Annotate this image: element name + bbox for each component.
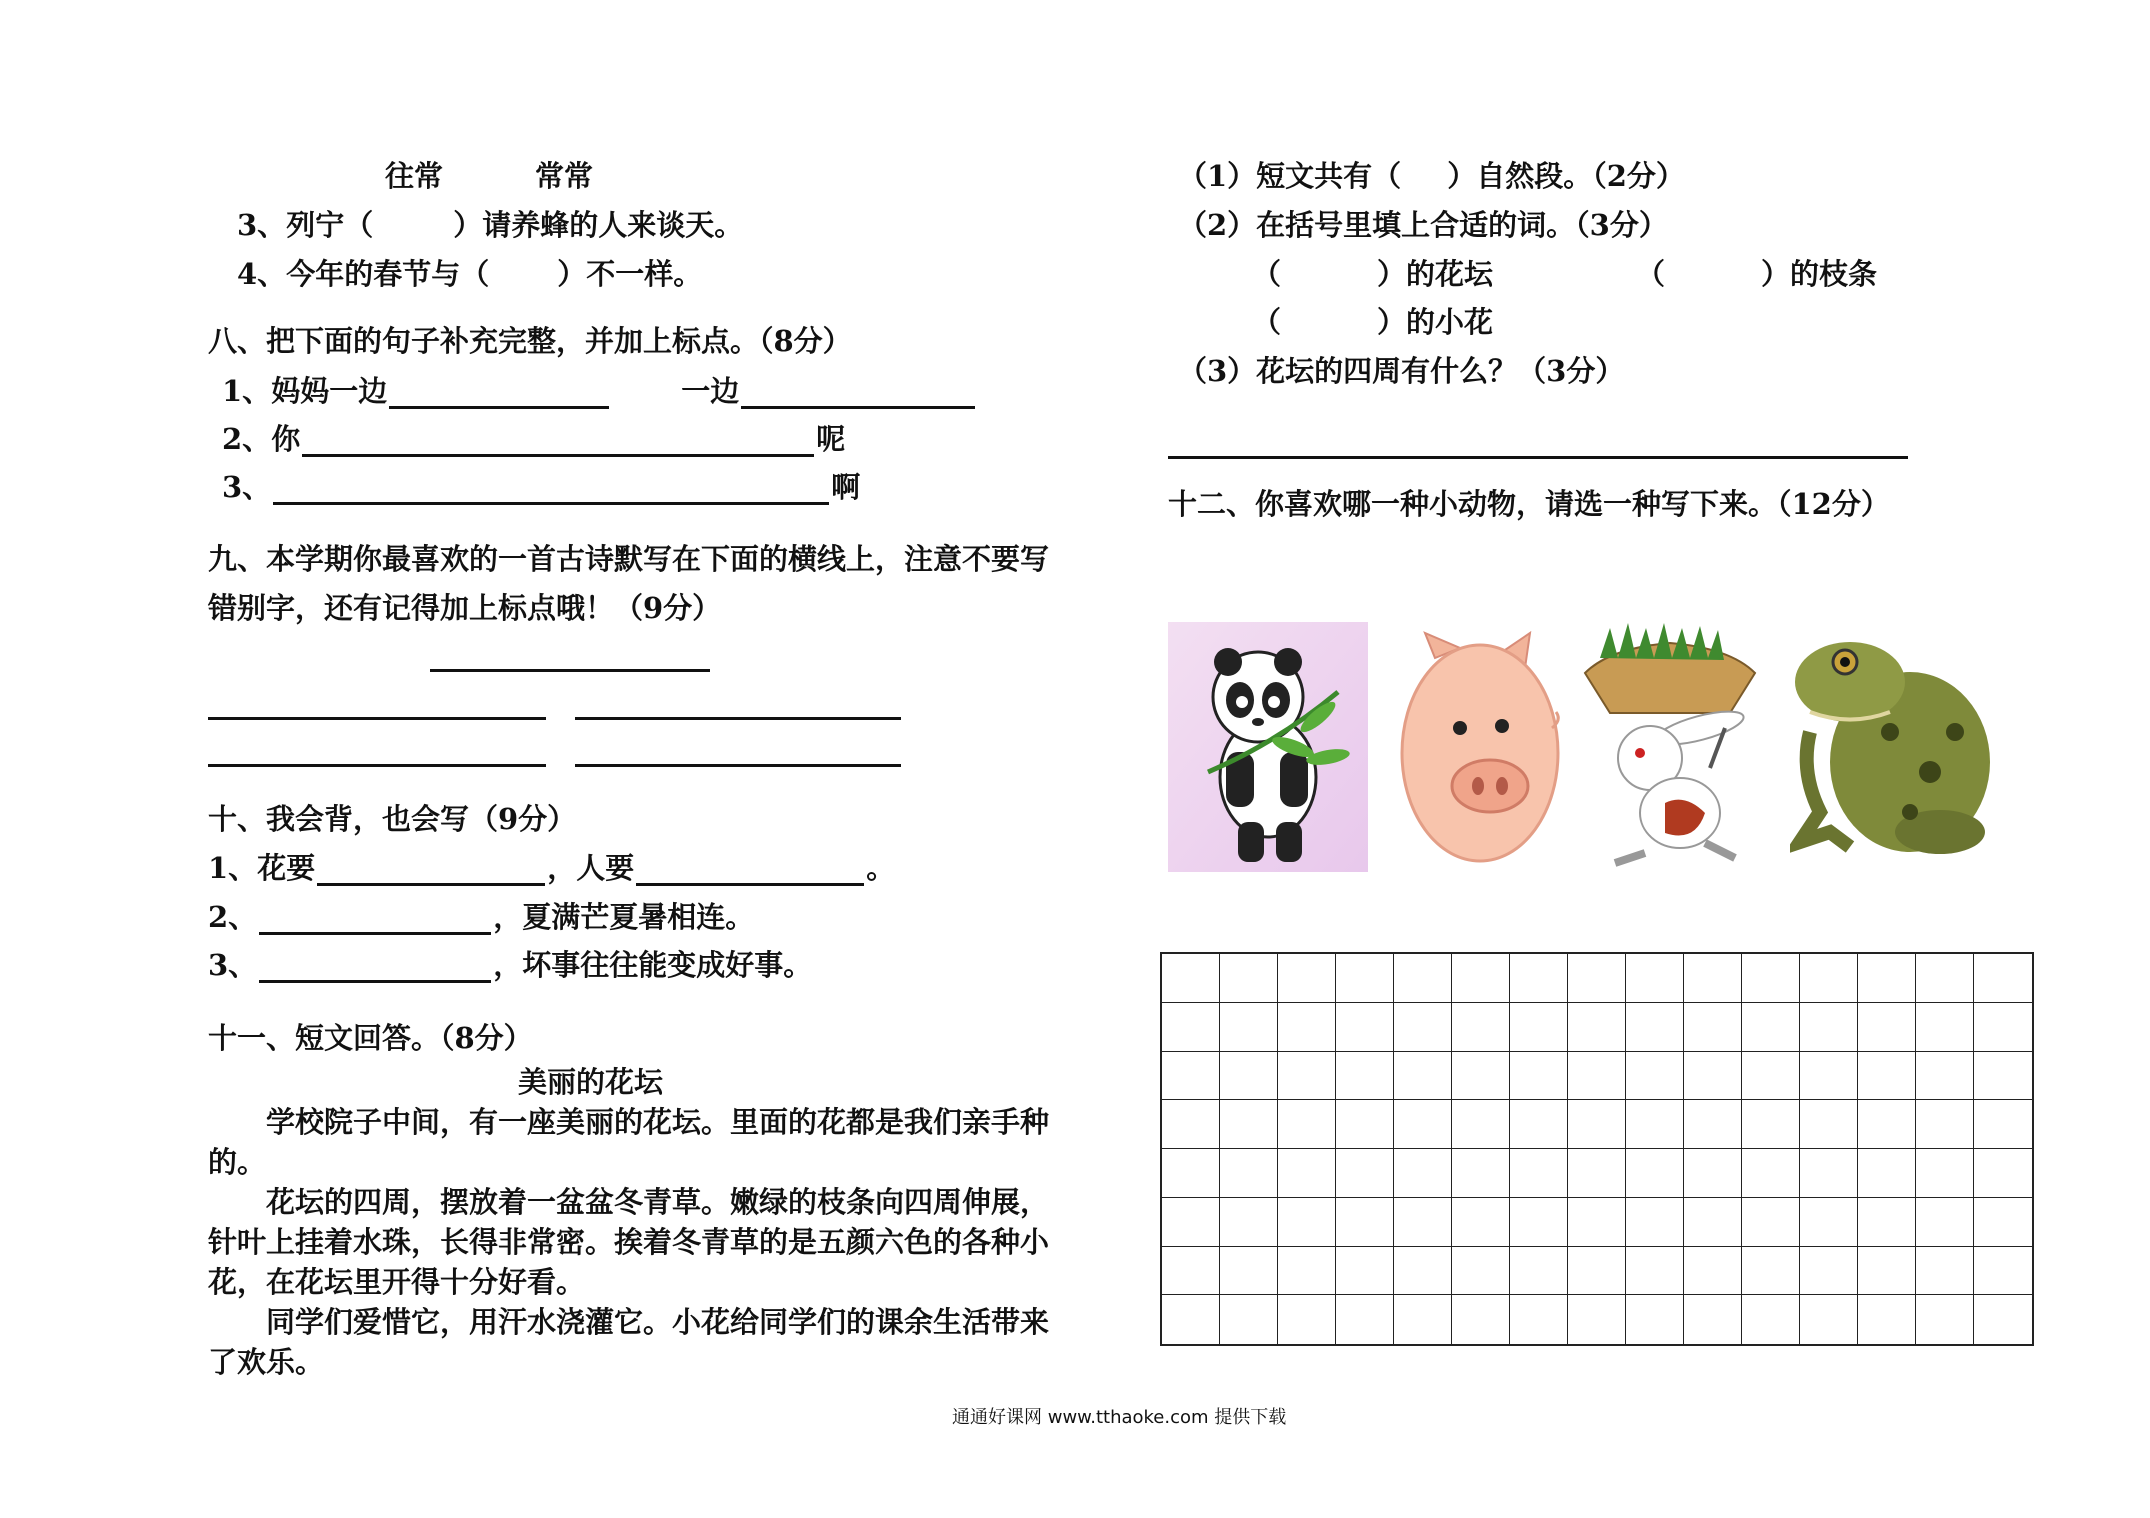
grid-cell[interactable] <box>1568 1198 1626 1247</box>
sec8-item-1-blank-1[interactable] <box>389 378 609 409</box>
grid-cell[interactable] <box>1278 1295 1336 1344</box>
grid-cell[interactable] <box>1510 1003 1568 1052</box>
grid-cell[interactable] <box>1800 1003 1858 1052</box>
grid-cell[interactable] <box>1220 1295 1278 1344</box>
grid-cell[interactable] <box>1916 1100 1974 1149</box>
grid-cell[interactable] <box>1800 954 1858 1003</box>
grid-cell[interactable] <box>1568 1149 1626 1198</box>
q7-item-3-before: 列宁（ <box>286 208 374 242</box>
panda-picture <box>1168 622 1368 872</box>
grid-cell[interactable] <box>1742 1295 1800 1344</box>
grid-cell[interactable] <box>1162 1100 1220 1149</box>
grid-cell[interactable] <box>1336 1003 1394 1052</box>
sec8-item-1-b: 一边 <box>681 374 740 408</box>
grid-cell[interactable] <box>1684 1052 1742 1101</box>
grid-cell[interactable] <box>1568 954 1626 1003</box>
grid-cell[interactable] <box>1858 1247 1916 1296</box>
grid-cell[interactable] <box>1568 1052 1626 1101</box>
grid-cell[interactable] <box>1162 1295 1220 1344</box>
q1-after: ）自然段。（2分） <box>1447 159 1685 193</box>
grid-cell[interactable] <box>1800 1052 1858 1101</box>
grid-cell[interactable] <box>1916 1295 1974 1344</box>
writing-grid[interactable] <box>1160 952 2034 1346</box>
q7-item-4-before: 今年的春节与（ <box>286 257 490 291</box>
sec10-item-1-num: 1、 <box>208 851 258 885</box>
frog-picture <box>1790 622 1990 872</box>
grid-cell[interactable] <box>1974 1295 2032 1344</box>
q3-answer-line[interactable] <box>1168 456 1908 459</box>
grid-cell[interactable] <box>1800 1247 1858 1296</box>
q1 <box>1178 158 1685 194</box>
sec8-item-3 <box>222 469 860 505</box>
grid-cell[interactable] <box>1336 1198 1394 1247</box>
grid-cell[interactable] <box>1220 1100 1278 1149</box>
poem-line-1a[interactable] <box>208 717 546 720</box>
q2-paren-open-3: （ <box>1252 305 1282 339</box>
q2-word-2: ）的枝条 <box>1761 257 1878 291</box>
grid-cell[interactable] <box>1220 1198 1278 1247</box>
rabbit-picture <box>1570 618 1770 873</box>
sec8-item-3-end: 啊 <box>831 470 861 504</box>
grid-cell[interactable] <box>1510 1295 1568 1344</box>
grid-cell[interactable] <box>1568 1295 1626 1344</box>
grid-cell[interactable] <box>1626 1003 1684 1052</box>
q2-word-1: ）的花坛 <box>1377 257 1494 291</box>
grid-cell[interactable] <box>1278 1149 1336 1198</box>
grid-cell[interactable] <box>1684 1149 1742 1198</box>
grid-cell[interactable] <box>1510 954 1568 1003</box>
grid-cell[interactable] <box>1452 954 1510 1003</box>
sec10-title: 十、我会背，也会写（9分） <box>208 802 577 836</box>
sec8-item-1-num: 1、 <box>222 374 272 408</box>
q1-before: （1）短文共有（ <box>1178 159 1402 193</box>
sec10-item-1-end: 。 <box>866 851 896 885</box>
grid-cell[interactable] <box>1336 1100 1394 1149</box>
grid-cell[interactable] <box>1336 954 1394 1003</box>
sec9-line-2: 错别字，还有记得加上标点哦！（9分） <box>208 591 722 625</box>
grid-cell[interactable] <box>1974 954 2032 1003</box>
grid-cell[interactable] <box>1800 1295 1858 1344</box>
passage-line-7: 了欢乐。 <box>208 1345 325 1379</box>
grid-cell[interactable] <box>1916 954 1974 1003</box>
grid-cell[interactable] <box>1394 1198 1452 1247</box>
q2-row-2 <box>1252 304 1493 340</box>
q2-word-3: ）的小花 <box>1377 305 1494 339</box>
sec9-line-1: 九、本学期你最喜欢的一首古诗默写在下面的横线上，注意不要写 <box>208 542 1050 576</box>
grid-cell[interactable] <box>1684 954 1742 1003</box>
grid-cell[interactable] <box>1220 1052 1278 1101</box>
sec10-item-2-blank[interactable] <box>259 904 491 935</box>
grid-cell[interactable] <box>1858 1003 1916 1052</box>
grid-cell[interactable] <box>1684 1295 1742 1344</box>
grid-cell[interactable] <box>1510 1149 1568 1198</box>
word-option-1: 往常 <box>385 159 444 193</box>
q2-paren-open-1: （ <box>1252 257 1282 291</box>
sec10-item-1-blank-1[interactable] <box>317 855 545 886</box>
grid-cell[interactable] <box>1162 1003 1220 1052</box>
grid-cell[interactable] <box>1684 1100 1742 1149</box>
grid-cell[interactable] <box>1626 1295 1684 1344</box>
grid-cell[interactable] <box>1916 1052 1974 1101</box>
grid-cell[interactable] <box>1742 1149 1800 1198</box>
grid-cell[interactable] <box>1394 1149 1452 1198</box>
sec8-item-1-a: 妈妈一边 <box>271 374 388 408</box>
q7-item-3 <box>237 207 743 243</box>
grid-cell[interactable] <box>1452 1149 1510 1198</box>
q2-row-1b <box>1636 256 1877 292</box>
passage-line-3: 花坛的四周，摆放着一盆盆冬青草。嫩绿的枝条向四周伸展， <box>266 1185 1050 1219</box>
grid-cell[interactable] <box>1684 1003 1742 1052</box>
grid-cell[interactable] <box>1452 1100 1510 1149</box>
grid-cell[interactable] <box>1394 1003 1452 1052</box>
grid-cell[interactable] <box>1626 954 1684 1003</box>
grid-cell[interactable] <box>1394 1100 1452 1149</box>
sec8-item-3-blank[interactable] <box>273 474 829 505</box>
grid-cell[interactable] <box>1220 1149 1278 1198</box>
grid-cell[interactable] <box>1916 1149 1974 1198</box>
grid-cell[interactable] <box>1742 1100 1800 1149</box>
grid-cell[interactable] <box>1336 1295 1394 1344</box>
grid-cell[interactable] <box>1742 1247 1800 1296</box>
grid-cell[interactable] <box>1974 1052 2032 1101</box>
grid-cell[interactable] <box>1394 954 1452 1003</box>
grid-cell[interactable] <box>1684 1247 1742 1296</box>
sec12-title: 十二、你喜欢哪一种小动物，请选一种写下来。（12分） <box>1168 487 1890 521</box>
grid-cell[interactable] <box>1162 1149 1220 1198</box>
grid-cell[interactable] <box>1278 1247 1336 1296</box>
q7-item-4 <box>237 256 702 292</box>
grid-cell[interactable] <box>1626 1247 1684 1296</box>
q3: （3）花坛的四周有什么？（3分） <box>1178 354 1625 388</box>
poem-title-line[interactable] <box>430 669 710 672</box>
grid-cell[interactable] <box>1394 1295 1452 1344</box>
passage-line-6: 同学们爱惜它，用汗水浇灌它。小花给同学们的课余生活带来 <box>266 1305 1050 1339</box>
grid-cell[interactable] <box>1162 1247 1220 1296</box>
grid-cell[interactable] <box>1916 1198 1974 1247</box>
sec8-item-3-num: 3、 <box>222 470 272 504</box>
grid-cell[interactable] <box>1278 1100 1336 1149</box>
grid-cell[interactable] <box>1974 1247 2032 1296</box>
grid-cell[interactable] <box>1162 1052 1220 1101</box>
grid-cell[interactable] <box>1800 1149 1858 1198</box>
sec10-item-1 <box>208 850 895 886</box>
word-option-2: 常常 <box>535 159 594 193</box>
pig-picture <box>1390 628 1560 873</box>
sec8-item-1 <box>222 373 977 409</box>
grid-cell[interactable] <box>1626 1149 1684 1198</box>
grid-cell[interactable] <box>1162 954 1220 1003</box>
sec8-item-2 <box>222 421 845 457</box>
grid-cell[interactable] <box>1162 1198 1220 1247</box>
grid-cell[interactable] <box>1858 1100 1916 1149</box>
grid-cell[interactable] <box>1336 1149 1394 1198</box>
grid-cell[interactable] <box>1278 954 1336 1003</box>
grid-cell[interactable] <box>1394 1052 1452 1101</box>
grid-cell[interactable] <box>1858 1149 1916 1198</box>
grid-cell[interactable] <box>1510 1100 1568 1149</box>
grid-cell[interactable] <box>1452 1247 1510 1296</box>
sec10-item-3 <box>208 947 812 983</box>
grid-cell[interactable] <box>1858 1295 1916 1344</box>
passage-line-1: 学校院子中间，有一座美丽的花坛。里面的花都是我们亲手种 <box>266 1105 1050 1139</box>
q7-item-4-after: ）不一样。 <box>557 257 703 291</box>
grid-cell[interactable] <box>1278 1003 1336 1052</box>
poem-line-2b[interactable] <box>575 764 901 767</box>
grid-cell[interactable] <box>1336 1052 1394 1101</box>
sec10-item-1-b: ，人要 <box>547 851 635 885</box>
grid-cell[interactable] <box>1510 1052 1568 1101</box>
sec10-item-3-end: ，坏事往往能变成好事。 <box>493 948 813 982</box>
grid-cell[interactable] <box>1974 1198 2032 1247</box>
grid-cell[interactable] <box>1220 954 1278 1003</box>
q7-item-3-after: ）请养蜂的人来谈天。 <box>453 208 744 242</box>
sec10-item-3-blank[interactable] <box>259 952 491 983</box>
grid-cell[interactable] <box>1278 1052 1336 1101</box>
passage-title: 美丽的花坛 <box>518 1065 664 1099</box>
grid-cell[interactable] <box>1394 1247 1452 1296</box>
sec8-item-2-a: 你 <box>271 422 301 456</box>
sec8-title: 八、把下面的句子补充完整，并加上标点。（8分） <box>208 324 852 358</box>
poem-line-2a[interactable] <box>208 764 546 767</box>
sec10-item-3-num: 3、 <box>208 948 258 982</box>
passage-line-5: 花，在花坛里开得十分好看。 <box>208 1265 586 1299</box>
grid-cell[interactable] <box>1684 1198 1742 1247</box>
sec10-item-2-num: 2、 <box>208 900 258 934</box>
q2-title: （2）在括号里填上合适的词。（3分） <box>1178 208 1668 242</box>
grid-cell[interactable] <box>1452 1198 1510 1247</box>
grid-cell[interactable] <box>1510 1247 1568 1296</box>
grid-cell[interactable] <box>1742 954 1800 1003</box>
sec8-item-2-num: 2、 <box>222 422 272 456</box>
sec10-item-1-a: 花要 <box>257 851 316 885</box>
grid-cell[interactable] <box>1278 1198 1336 1247</box>
grid-cell[interactable] <box>1974 1149 2032 1198</box>
grid-cell[interactable] <box>1742 1052 1800 1101</box>
grid-cell[interactable] <box>1742 1003 1800 1052</box>
grid-cell[interactable] <box>1336 1247 1394 1296</box>
sec8-item-2-end: 呢 <box>816 422 846 456</box>
grid-cell[interactable] <box>1220 1003 1278 1052</box>
q7-item-4-num: 4、 <box>237 257 287 291</box>
sec8-item-1-blank-2[interactable] <box>741 378 975 409</box>
sec11-title: 十一、短文回答。（8分） <box>208 1021 533 1055</box>
q2-paren-open-2: （ <box>1636 257 1666 291</box>
q7-item-3-num: 3、 <box>237 208 287 242</box>
sec10-item-1-blank-2[interactable] <box>636 855 864 886</box>
grid-cell[interactable] <box>1974 1100 2032 1149</box>
poem-line-1b[interactable] <box>575 717 901 720</box>
grid-cell[interactable] <box>1916 1003 1974 1052</box>
grid-cell[interactable] <box>1858 1052 1916 1101</box>
footer-text: 通通好课网 www.tthaoke.com 提供下载 <box>952 1407 1287 1428</box>
grid-cell[interactable] <box>1800 1100 1858 1149</box>
sec8-item-2-blank[interactable] <box>302 426 814 457</box>
grid-cell[interactable] <box>1858 954 1916 1003</box>
grid-cell[interactable] <box>1800 1198 1858 1247</box>
sec10-item-2 <box>208 899 754 935</box>
grid-cell[interactable] <box>1626 1052 1684 1101</box>
grid-cell[interactable] <box>1568 1247 1626 1296</box>
q2-row-1a <box>1252 256 1493 292</box>
grid-cell[interactable] <box>1742 1198 1800 1247</box>
passage-line-2: 的。 <box>208 1145 267 1179</box>
grid-cell[interactable] <box>1626 1198 1684 1247</box>
grid-cell[interactable] <box>1858 1198 1916 1247</box>
sec10-item-2-end: ，夏满芒夏暑相连。 <box>493 900 755 934</box>
grid-cell[interactable] <box>1452 1003 1510 1052</box>
grid-cell[interactable] <box>1568 1003 1626 1052</box>
passage-line-4: 针叶上挂着水珠，长得非常密。挨着冬青草的是五颜六色的各种小 <box>208 1225 1050 1259</box>
grid-cell[interactable] <box>1452 1295 1510 1344</box>
grid-cell[interactable] <box>1626 1100 1684 1149</box>
grid-cell[interactable] <box>1452 1052 1510 1101</box>
grid-cell[interactable] <box>1974 1003 2032 1052</box>
grid-cell[interactable] <box>1916 1247 1974 1296</box>
grid-cell[interactable] <box>1220 1247 1278 1296</box>
grid-cell[interactable] <box>1510 1198 1568 1247</box>
grid-cell[interactable] <box>1568 1100 1626 1149</box>
